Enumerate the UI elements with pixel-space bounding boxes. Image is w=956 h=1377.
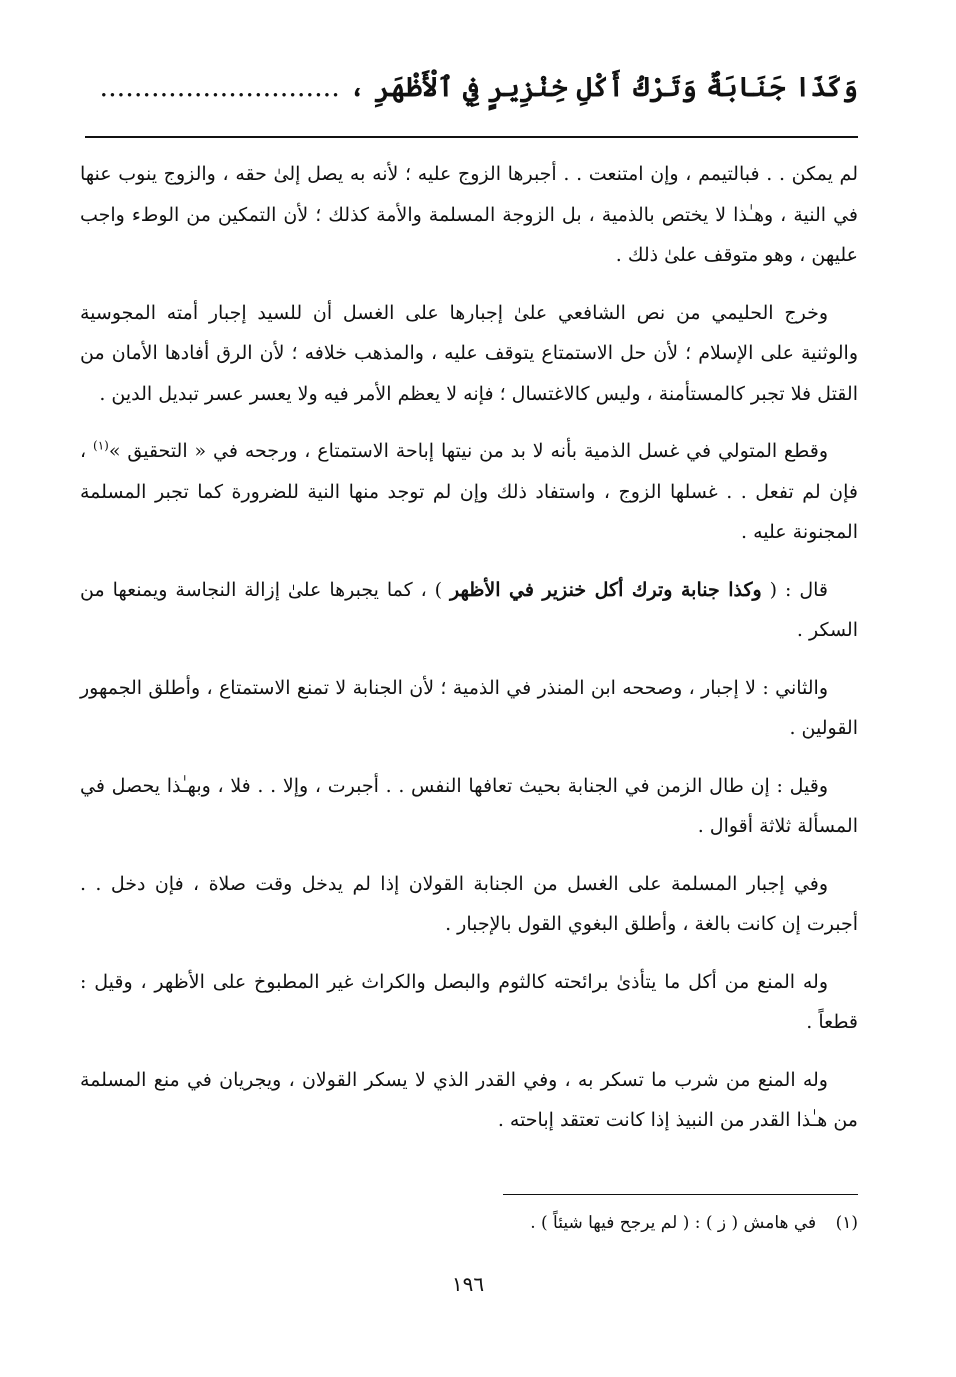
paragraph: وفي إجبار المسلمة على الغسل من الجنابة القولان إذا لم يدخل وقت صلاة ، فإن دخل . . أجبرت إن كانت بالغة ، وأطلق البغوي القول بالإجبار . xyxy=(80,872,858,935)
header-rule xyxy=(85,136,858,138)
paragraph-text: ، فإن لم تفعل . . غسلها الزوج ، واستفاد ذلك وإن لم توجد منها النية للضرورة كما تجبر المسلمة المجنونة عليه . xyxy=(80,440,858,543)
header-title: وَكَذَا جَنَابَةٌ وَتَرْكُ أَكْلِ خِنْزِيرٍ فِي ٱلْأَظْهَرِ ، xyxy=(349,72,858,103)
book-page xyxy=(78,50,858,1350)
paragraph: والثاني : لا إجبار ، وصححه ابن المنذر في الذمية ؛ لأن الجنابة لا تمنع الاستمتاع ، وأطلق الجمهور القولين . xyxy=(80,676,858,739)
footnote-rule xyxy=(503,1194,858,1195)
footnote-text: في هامش ( ز ) : ( لم يرجح فيها شيئاً ) . xyxy=(530,1213,817,1233)
paragraph: وله المنع من شرب ما تسكر به ، وفي القدر الذي لا يسكر القولان ، ويجريان في منع المسلمة من هـٰذا القدر من النبيذ إذا كانت تعتقد إباحته . xyxy=(80,1068,858,1131)
footnote-number: (١) xyxy=(835,1213,858,1233)
footnote xyxy=(530,1213,858,1233)
paragraph: وله المنع من أكل ما يتأذىٰ برائحته كالثوم والبصل والكراث غير المطبوخ على الأظهر ، وقيل : قطعاً . xyxy=(80,970,858,1033)
paragraph xyxy=(80,570,858,651)
paragraph-text: وقطع المتولي في غسل الذمية بأنه لا بد من نيتها إباحة الاستمتاع ، ورجحه في « التحقيق » xyxy=(108,440,829,462)
paragraph-text: قال : ( xyxy=(761,578,829,601)
header-dots: ............................ xyxy=(99,72,340,103)
main-text xyxy=(80,154,858,1158)
header-title-line xyxy=(100,72,859,103)
footnote-reference[interactable]: (١) xyxy=(93,438,109,453)
matn-quote: وكذا جنابة وترك أكل خنزير في الأظهر xyxy=(450,578,762,601)
paragraph: وقيل : إن طال الزمن في الجنابة بحيث تعافها النفس . . أجبرت ، وإلا . . فلا ، وبهـٰذا يحصل في المسألة ثلاثة أقوال . xyxy=(80,774,858,837)
paragraph-text: ) ، كما يجبرها علىٰ إزالة النجاسة ويمنعها من السكر . xyxy=(80,578,858,641)
paragraph xyxy=(80,431,858,553)
paragraph: وخرج الحليمي من نص الشافعي علىٰ إجبارها على الغسل أن للسيد إجبار أمته المجوسية والوثنية على الإسلام ؛ لأن حل الاستمتاع يتوقف عليه ، والمذهب خلافه ؛ لأن الرق أفادها الأمان من القتل فلا تجبر كالمستأمنة ، وليس كالاغتسال ؛ فإنه لا يعظم الأمر فيه ولا يعسر عسر تبديل الدين . xyxy=(80,301,858,405)
running-header xyxy=(78,50,858,120)
paragraph: لم يمكن . . فبالتيمم ، وإن امتنعت . . أجبرها الزوج عليه ؛ لأنه به يصل إلىٰ حقه ، والزوج ينوب عنها في النية ، وهـٰذا لا يختص بالذمية ، بل الزوجة المسلمة والأمة كذلك ؛ لأن التمكين من الوطء واجب عليهن ، وهو متوقف علىٰ ذلك . xyxy=(80,163,858,266)
page-number: ١٩٦ xyxy=(451,1272,485,1296)
